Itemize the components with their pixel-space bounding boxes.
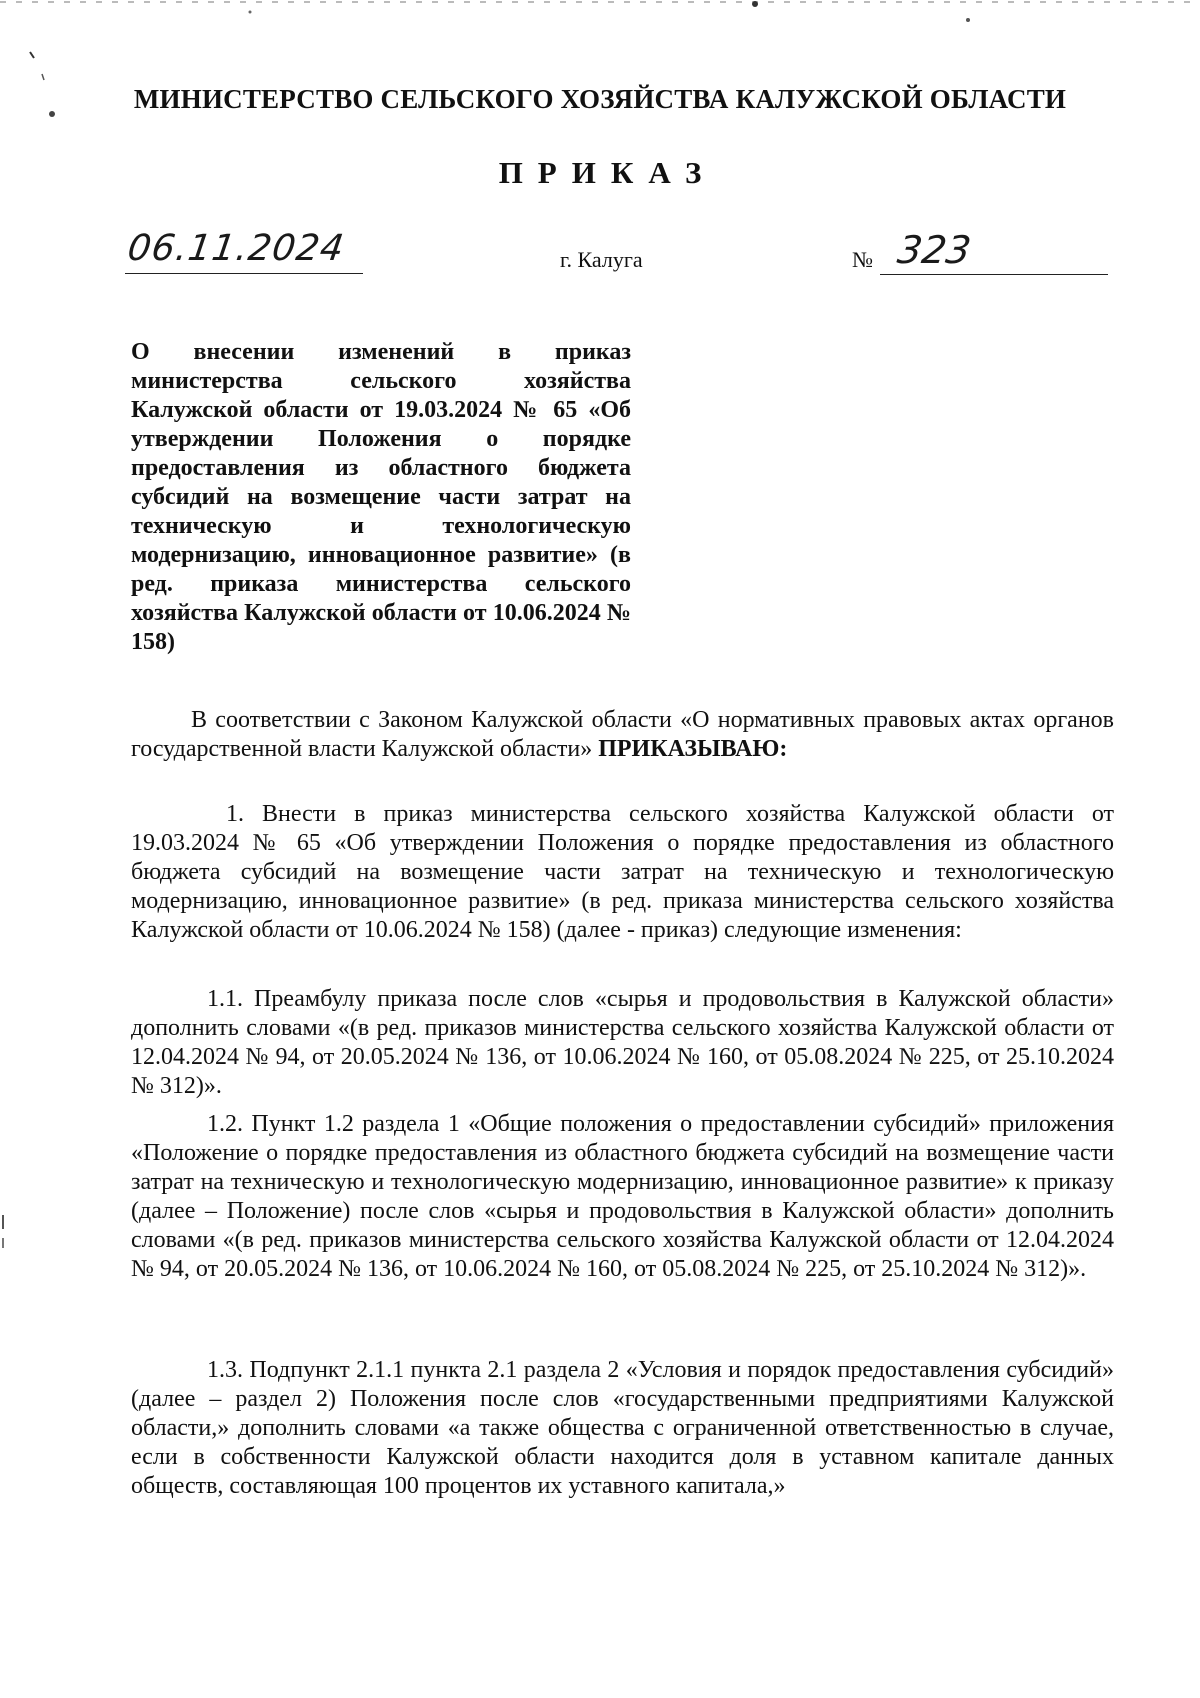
preamble-text: В соответствии с Законом Калужской области «О нормативных правовых актах органов государственной власти Калужской области» <box>131 707 1114 762</box>
order-subject: О внесении изменений в приказ министерства сельского хозяйства Калужской области от 19.03.2024 № 65 «Об утверждении Положения о порядке предоставления из областного бюджета субсидий на возмещение части затрат на техническую и технологическую модернизацию, инновационное развитие» (в ред. приказа министерства сельского хозяйства Калужской области от 10.06.2024 № 158) <box>131 339 631 655</box>
order-word: ПРИКАЗЫВАЮ: <box>598 736 788 762</box>
ministry-name: МИНИСТЕРСТВО СЕЛЬСКОГО ХОЗЯЙСТВА КАЛУЖСКОЙ ОБЛАСТИ <box>133 84 1067 114</box>
number-sign: № <box>852 247 873 272</box>
item-1-2: 1.2. Пункт 1.2 раздела 1 «Общие положения о предоставлении субсидий» приложения «Положение о порядке предоставления из областного бюджета субсидий на возмещение части затрат на техническую и технологическую модернизацию, инновационное развитие» к приказу (далее – Положение) после слов «сырья и продовольствия в Калужской области» дополнить словами «(в ред. приказов министерства сельского хозяйства Калужской области от 12.04.2024 № 94, от 20.05.2024 № 136, от 10.06.2024 № 160, от 05.08.2024 № 225, от 25.10.2024 № 312)». <box>131 1111 1114 1282</box>
document-type-title: ПРИКАЗ <box>498 155 717 190</box>
order-number: 323 <box>894 228 974 272</box>
order-city: г. Калуга <box>560 247 643 272</box>
order-date: 06.11.2024 <box>125 228 348 269</box>
item-1: 1. Внести в приказ министерства сельского хозяйства Калужской области от 19.03.2024 № 65 «Об утверждении Положения о порядке предоставления из областного бюджета субсидий на возмещение части затрат на техническую и технологическую модернизацию, инновационное развитие» (в ред. приказа министерства сельского хозяйства Калужской области от 10.06.2024 № 158) (далее - приказ) следующие изменения: <box>131 801 1114 943</box>
item-1-1: 1.1. Преамбулу приказа после слов «сырья и продовольствия в Калужской области» дополнить словами «(в ред. приказов министерства сельского хозяйства Калужской области от 12.04.2024 № 94, от 20.05.2024 № 136, от 10.06.2024 № 160, от 05.08.2024 № 225, от 25.10.2024 № 312)». <box>131 986 1114 1099</box>
item-1-3: 1.3. Подпункт 2.1.1 пункта 2.1 раздела 2 «Условия и порядок предоставления субсидий» (далее – раздел 2) Положения после слов «государственными предприятиями Калужской области,» дополнить словами «а также общества с ограниченной ответственностью в случае, если в собственности Калужской области находится доля в уставном капитале данных обществ, составляющая 100 процентов их уставного капитала,» <box>131 1357 1114 1499</box>
preamble-paragraph <box>131 706 1114 764</box>
